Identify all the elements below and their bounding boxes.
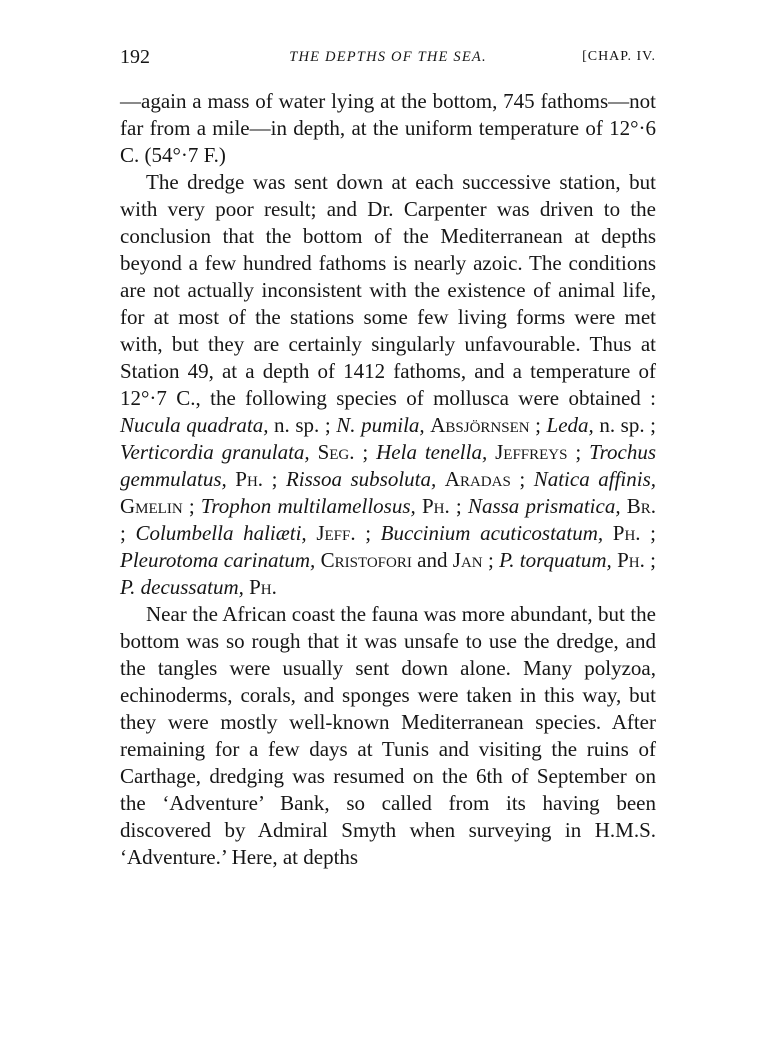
- chapter-marker: [CHAP. IV.: [582, 49, 656, 64]
- species-name: P. torquatum,: [499, 548, 612, 572]
- species-name: Nucula quadrata,: [120, 413, 269, 437]
- species-authority: Ph. ;: [612, 521, 657, 545]
- species-name: Verticordia granulata,: [120, 440, 310, 464]
- species-authority: Seg. ;: [317, 440, 369, 464]
- species-authority: Ph. ;: [617, 548, 656, 572]
- species-authority: and: [417, 548, 448, 572]
- species-name: Pleurotoma carinatum,: [120, 548, 316, 572]
- page-number: 192: [120, 46, 150, 68]
- species-authority: Jeffreys ;: [495, 440, 582, 464]
- species-name: Hela tenella,: [376, 440, 488, 464]
- running-header: [120, 46, 656, 74]
- body-text: [120, 88, 656, 871]
- species-authority: Jeff. ;: [316, 521, 372, 545]
- species-authority: Gmelin ;: [120, 494, 195, 518]
- running-title: THE DEPTHS OF THE SEA.: [289, 49, 487, 65]
- species-name: Natica affinis,: [533, 467, 656, 491]
- species-authority: Ph.: [249, 575, 277, 599]
- species-authority: Absjörnsen ;: [430, 413, 541, 437]
- species-name: Rissoa subsoluta,: [285, 467, 437, 491]
- species-name: Leda,: [546, 413, 594, 437]
- species-authority: Aradas ;: [444, 467, 526, 491]
- paragraph-1: —again a mass of water lying at the bottom, 745 fathoms—not far from a mile—in depth, at the uniform temperature of 12°·6 C. (54°·7 F.): [120, 89, 656, 167]
- species-name: N. pumila,: [336, 413, 425, 437]
- paragraph-2: [120, 169, 656, 601]
- species-name: Buccinium acuticostatum,: [380, 521, 604, 545]
- paragraph-3: Near the African coast the fauna was more abundant, but the bottom was so rough that it was unsafe to use the dredge, and the tangles were usually sent down alone. Many polyzoa, echinoderms, corals, and sponges were taken in this way, but they were mostly well-known Mediterranean species. After remaining for a few days at Tunis and visiting the ruins of Carthage, dredging was resumed on the 6th of September on the ‘Adventure’ Bank, so called from its having been discovered by Admiral Smyth when surveying in H.M.S. ‘Adventure.’ Here, at depths: [120, 602, 656, 869]
- species-name: Trochus gemmulatus,: [120, 440, 657, 491]
- species-name: Columbella haliæti,: [135, 521, 307, 545]
- species-authority: Ph. ;: [235, 467, 278, 491]
- species-authority: n. sp. ;: [599, 413, 656, 437]
- species-name: P. decussatum,: [120, 575, 244, 599]
- species-authority: Br. ;: [120, 494, 657, 545]
- species-authority: Jan ;: [452, 548, 494, 572]
- species-name: Nassa prismatica,: [467, 494, 621, 518]
- species-list: [120, 413, 656, 599]
- species-name: Trophon multilamellosus,: [200, 494, 416, 518]
- paragraph-2-text: The dredge was sent down at each successive station, but with very poor result; and Dr. Carpenter was driven to the conclusion that the bottom of the Mediterranean at depths beyond a few hundred fathoms is nearly azoic. The conditions are not actually inconsistent with the existence of animal life, for at most of the stations some few living forms were met with, but they are certainly singularly unfavourable. Thus at Station 49, at a depth of 1412 fathoms, and a temperature of 12°·7 C., the following species of mollusca were obtained :: [120, 170, 656, 410]
- species-authority: Ph. ;: [421, 494, 462, 518]
- species-authority: n. sp. ;: [274, 413, 331, 437]
- species-authority: Cristofori: [320, 548, 412, 572]
